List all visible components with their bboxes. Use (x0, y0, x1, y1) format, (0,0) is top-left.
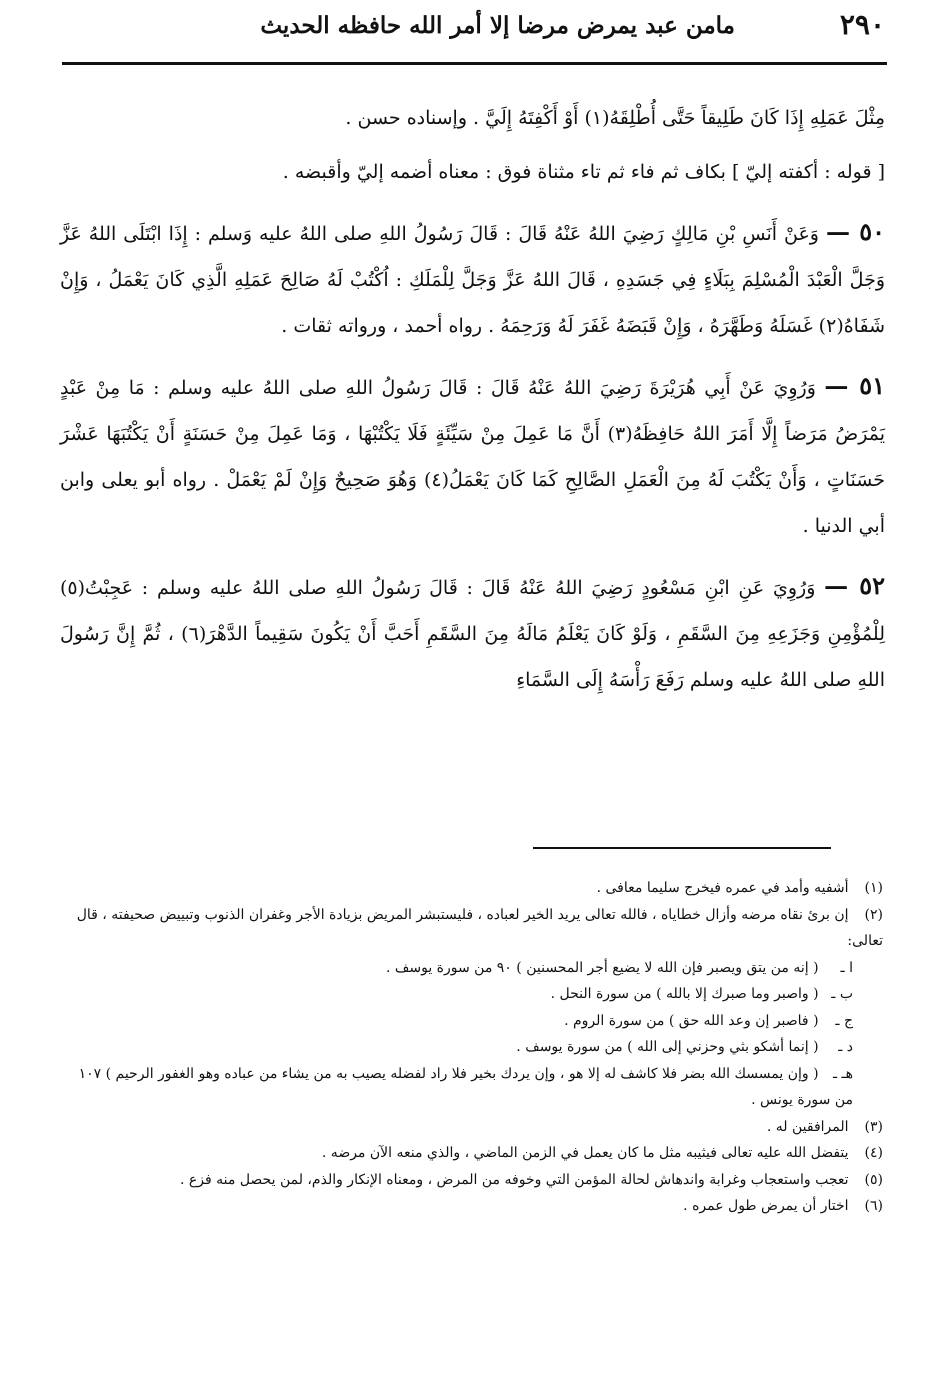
footnote-number: ا ـ (840, 959, 853, 976)
hadith-52 (60, 563, 885, 703)
footnote (70, 1114, 883, 1141)
footnote-text: ( فاصبر إن وعد الله حق ) من سورة الروم . (564, 1012, 819, 1029)
header-rule (62, 62, 887, 65)
hadith-51 (60, 363, 885, 549)
footnote (70, 1140, 883, 1167)
hadith-50 (60, 209, 885, 349)
footnote (70, 875, 883, 902)
footnote-text: ( وإن يمسسك الله بضر فلا كاشف له إلا هو ، وإن يردك بخير فلا راد لفضله يصيب به من يشاء من عباده وهو الغفور الرحيم ) ١٠٧ من سورة يونس . (78, 1065, 853, 1108)
footnote-subitem (70, 981, 883, 1008)
footnote-subitem (70, 1008, 883, 1035)
hadith-text: وَرُوِيَ عَنِ ابْنِ مَسْعُودٍ رَضِيَ اللهُ عَنْهُ قَالَ : قَالَ رَسُولُ اللهِ صلى اللهُ عليه وسلم : عَجِبْتُ(٥) لِلْمُؤْمِنِ وَجَزَعِهِ مِنَ السَّقَمِ ، وَلَوْ كَانَ يَعْلَمُ مَالَهُ مِنَ السَّقَمِ أَحَبَّ أَنْ يَكُونَ سَقِيماً الدَّهْرَ(٦) ، ثُمَّ إِنَّ رَسُولَ اللهِ صلى اللهُ عليه وسلم رَفَعَ رَأْسَهُ إِلَى السَّمَاءِ (60, 577, 885, 691)
footnote-text: المرافقين له . (766, 1118, 849, 1135)
hadith-number: ٥٢ — (824, 571, 886, 600)
footnote-number: (٤) (864, 1145, 883, 1161)
footnote-subitem (70, 1034, 883, 1061)
footnote-number: ج ـ (835, 1012, 853, 1029)
footnote (70, 1193, 883, 1220)
footnote-text: ( واصبر وما صبرك إلا بالله ) من سورة النحل . (550, 986, 819, 1002)
paragraph-text: مِثْلَ عَمَلِهِ إِذَا كَانَ طَلِيقاً حَتَّى أُطْلِقَهُ(١) أَوْ أَكْفِتَهُ إِلَيَّ . وإسناده حسن . (345, 107, 885, 129)
page-header (60, 8, 885, 58)
footnote-number: (٣) (864, 1118, 883, 1135)
footnote-number: هـ ـ (832, 1065, 853, 1082)
footnote-number: (٢) (864, 906, 883, 923)
footnote-number: ب ـ (831, 986, 853, 1002)
running-title: مامن عبد يمرض مرضا إلا أمر الله حافظه الحديث (260, 12, 735, 39)
footnote-text: ( إنه من يتق ويصبر فإن الله لا يضيع أجر المحسنين ) ٩٠ من سورة يوسف . (385, 959, 819, 976)
footnote (70, 902, 883, 955)
footnote-text: اختار أن يمرض طول عمره . (683, 1198, 849, 1214)
footnote-number: د ـ (838, 1039, 853, 1055)
hadith-number: ٥١ — (824, 371, 885, 400)
page-number: ٢٩٠ (839, 8, 885, 41)
hadith-text: وَرُوِيَ عَنْ أَبِي هُرَيْرَةَ رَضِيَ اللهُ عَنْهُ قَالَ : قَالَ رَسُولُ اللهِ صلى اللهُ عليه وسلم : مَا مِنْ عَبْدٍ يَمْرَضُ مَرَضاً إِلَّا أَمَرَ اللهُ حَافِظَهُ(٣) أَنَّ مَا عَمِلَ مِنْ سَيِّئَةٍ فَلَا يَكْتُبْهَا ، وَمَا عَمِلَ مِنْ حَسَنَةٍ أَنْ يَكْتُبَهَا عَشْرَ حَسَنَاتٍ ، وَأَنْ يَكْتُبَ لَهُ مِنَ الْعَمَلِ الصَّالِحِ كَمَا كَانَ يَعْمَلُ(٤) وَهُوَ صَحِيحٌ وَإِنْ لَمْ يَعْمَلْ . رواه أبو يعلى وابن أبي الدنيا . (60, 377, 885, 537)
paragraph-text: [ قوله : أكفته إليّ ] بكاف ثم فاء ثم تاء مثناة فوق : معناه أضمه إليّ وأقبضه . (282, 161, 885, 183)
hadith-text: وَعَنْ أَنَسِ بْنِ مَالِكٍ رَضِيَ اللهُ عَنْهُ قَالَ : قَالَ رَسُولُ اللهِ صلى اللهُ عليه وَسلم : إِذَا ابْتَلَى اللهُ عَزَّ وَجَلَّ الْعَبْدَ الْمُسْلِمَ بِبَلَاءٍ فِي جَسَدِهِ ، قَالَ اللهُ عَزَّ وَجَلَّ لِلْمَلَكِ : اُكْتُبْ لَهُ صَالِحَ عَمَلِهِ الَّذِي كَانَ يَعْمَلُ ، وَإِنْ شَفَاهُ(٢) غَسَلَهُ وَطَهَّرَهُ ، وَإِنْ قَبَضَهُ غَفَرَ لَهُ وَرَحِمَهُ . رواه أحمد ، ورواته ثقات . (60, 223, 885, 337)
footnote-text: تعجب واستعجاب وغرابة واندهاش لحالة المؤمن التي وخوفه من المرض ، ومعناه الإنكار والذم، لمن يحصل منه فزع . (180, 1171, 849, 1188)
footnote-text: يتفضل الله عليه تعالى فيثيبه مثل ما كان يعمل في الزمن الماضي ، والذي منعه الآن مرضه . (321, 1145, 849, 1161)
footnote-number: (١) (864, 880, 883, 896)
footnote (70, 1167, 883, 1194)
paragraph (60, 95, 885, 141)
main-text (60, 95, 885, 717)
footnote-text: ( إنما أشكو بثي وحزني إلى الله ) من سورة يوسف . (516, 1039, 819, 1055)
footnote-number: (٥) (864, 1171, 883, 1188)
footnote-subitem (70, 1061, 883, 1114)
footnote-text: أشفيه وأمد في عمره فيخرج سليما معافى . (596, 880, 849, 896)
footnote-text: إن برئ نقاه مرضه وأزال خطاياه ، فالله تعالى يريد الخير لعباده ، فليستبشر المريض بزيادة الأجر وغفران الذنوب وتبييض صحيفته ، قال تعالى: (76, 906, 883, 949)
footnote-separator (533, 847, 831, 849)
footnotes (70, 875, 883, 1220)
footnote-number: (٦) (864, 1198, 883, 1214)
footnote-subitem (70, 955, 883, 982)
commentary-paragraph (60, 149, 885, 195)
hadith-number: ٥٠ — (825, 217, 885, 246)
